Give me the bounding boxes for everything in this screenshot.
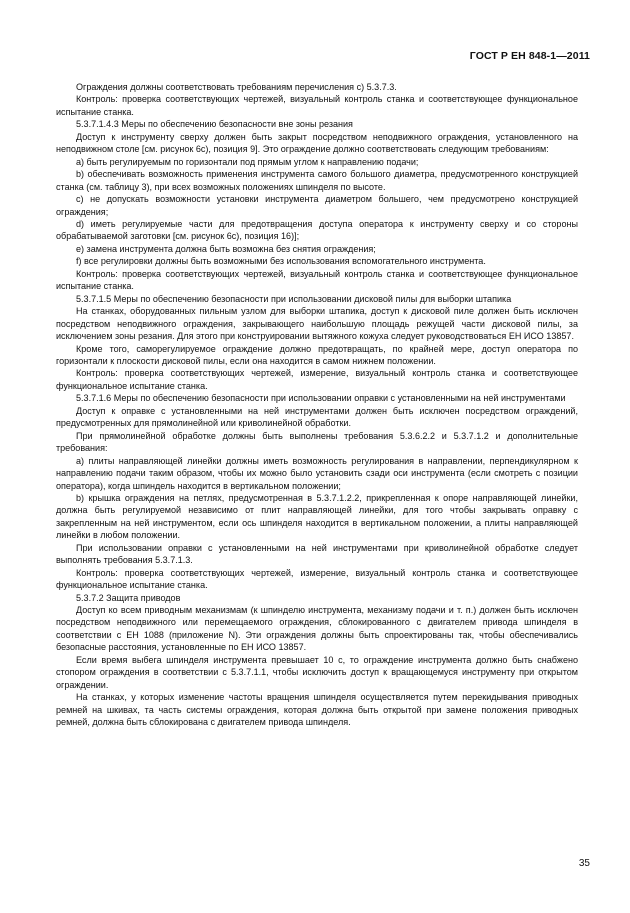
list-item: e) замена инструмента должна быть возможна без снятия ограждения; — [76, 243, 376, 254]
paragraph: При прямолинейной обработке должны быть выполнены требования 5.3.6.2.2 и 5.3.7.1.2 и дополнительные требования: — [56, 430, 578, 454]
paragraph: Доступ к инструменту сверху должен быть закрыт посредством неподвижного ограждения, установленного на неподвижном столе [см. рисунок 6с), позиция 9]. Это ограждение должно соответствовать следующим требованиям: — [56, 131, 578, 155]
section-heading: 5.3.7.1.5 Меры по обеспечению безопасности при использовании дисковой пилы для выборки штапика — [76, 293, 512, 304]
paragraph: Доступ к оправке с установленными на ней инструментами должен быть исключен посредством ограждений, предусмотренных для прямолинейной или криволинейной обработки. — [56, 405, 578, 429]
paragraph: При использовании оправки с установленными на ней инструментами при криволинейной обработке следует выполнять требования 5.3.7.1.3. — [56, 542, 578, 566]
paragraph: На станках, у которых изменение частоты вращения шпинделя осуществляется путем перекидывания приводных ремней на шкивах, та часть системы ограждения, которая должна быть открытой при замене положения приводных ремней, должна быть сблокирована с двигателем привода шпинделя. — [56, 692, 578, 728]
list-item: a) плиты направляющей линейки должны иметь возможность регулирования в направлении, перпендикулярном к направлению подачи таким образом, чтобы их можно было установить сзади оси инструмента (если смотреть с позиции оператора), когда шпиндель находится в вертикальном положении; — [56, 455, 578, 491]
section-heading: 5.3.7.2 Защита приводов — [76, 592, 181, 603]
list-item: a) быть регулируемым по горизонтали под прямым углом к направлению подачи; — [76, 156, 419, 167]
list-item: b) крышка ограждения на петлях, предусмотренная в 5.3.7.1.2.2, прикрепленная к опоре направляющей линейки, должна быть регулируемой независимо от плит направляющей линейки, для того чтобы закрывать оправку с закрепленным на ней инструментом, если ось шпинделя находится в вертикальном положении, а плиты направляющей линейки в любом положении. — [56, 492, 578, 541]
list-item: b) обеспечивать возможность применения инструмента самого большого диаметра, предусмотренного конструкцией станка (см. таблицу 3), при всех возможных положениях шпинделя по высоте. — [56, 169, 578, 192]
paragraph: Контроль: проверка соответствующих чертежей, визуальный контроль станка и соответствующее функциональное испытание станка. — [56, 94, 578, 117]
paragraph: Контроль: проверка соответствующих чертежей, измерение, визуальный контроль станка и соответствующее функциональное испытание станка. — [56, 567, 578, 591]
paragraph: Доступ ко всем приводным механизмам (к шпинделю инструмента, механизму подачи и т. п.) должен быть исключен посредством неподвижного или перемещаемого ограждения, сблокированного с двигателем привода шпинделя в соответствии с ЕН 1088 (приложение N). Эти ограждения должны быть спроектированы так, чтобы обеспечивались безопасные расстояния, установленные по ЕН ИСО 13857. — [56, 605, 578, 653]
paragraph: Ограждения должны соответствовать требованиям перечисления с) 5.3.7.3. — [76, 82, 397, 92]
section-heading: 5.3.7.1.6 Меры по обеспечению безопасности при использовании оправки с установленными на ней инструментами — [76, 393, 566, 404]
section-heading: 5.3.7.1.4.3 Меры по обеспечению безопасности вне зоны резания — [76, 119, 353, 130]
list-item: c) не допускать возможности установки инструмента диаметром большего, чем предусмотрено конструкцией ограждения; — [56, 194, 578, 217]
list-item: f) все регулировки должны быть возможными без использования вспомогательного инструмента. — [76, 256, 486, 267]
page-number: 35 — [578, 858, 590, 869]
document-header: ГОСТ Р ЕН 848-1—2011 — [469, 50, 590, 62]
list-item: d) иметь регулируемые части для предотвращения доступа оператора к инструменту сверху и со стороны обрабатываемой заготовки [см. рисунок 6с), позиция 16)]; — [56, 218, 578, 242]
document-body — [56, 81, 578, 729]
paragraph: Кроме того, саморегулируемое ограждение должно предотвращать, по крайней мере, доступ оператора по горизонтали к плоскости дисковой пилы, если она находится в самом нижнем положении. — [56, 343, 578, 366]
paragraph: Контроль: проверка соответствующих чертежей, измерение, визуальный контроль станка и соответствующее функциональное испытание станка. — [56, 368, 578, 391]
paragraph: Контроль: проверка соответствующих чертежей, визуальный контроль станка и соответствующее функциональное испытание станка. — [56, 268, 578, 292]
paragraph: Если время выбега шпинделя инструмента превышает 10 с, то ограждение инструмента должно быть снабжено стопором ограждения в соответствии с 5.3.7.1.1, чтобы исключить доступ к вращающемуся инструменту при открытом ограждении. — [56, 654, 578, 690]
paragraph: На станках, оборудованных пильным узлом для выборки штапика, доступ к дисковой пиле должен быть исключен посредством неподвижного ограждения, закрывающего наибольшую площадь режущей части дисковой пилы, за исключением зоны резания. Для этого при конструировании вытяжного кожуха следует руководствоваться ЕН ИСО 13857. — [56, 306, 578, 342]
